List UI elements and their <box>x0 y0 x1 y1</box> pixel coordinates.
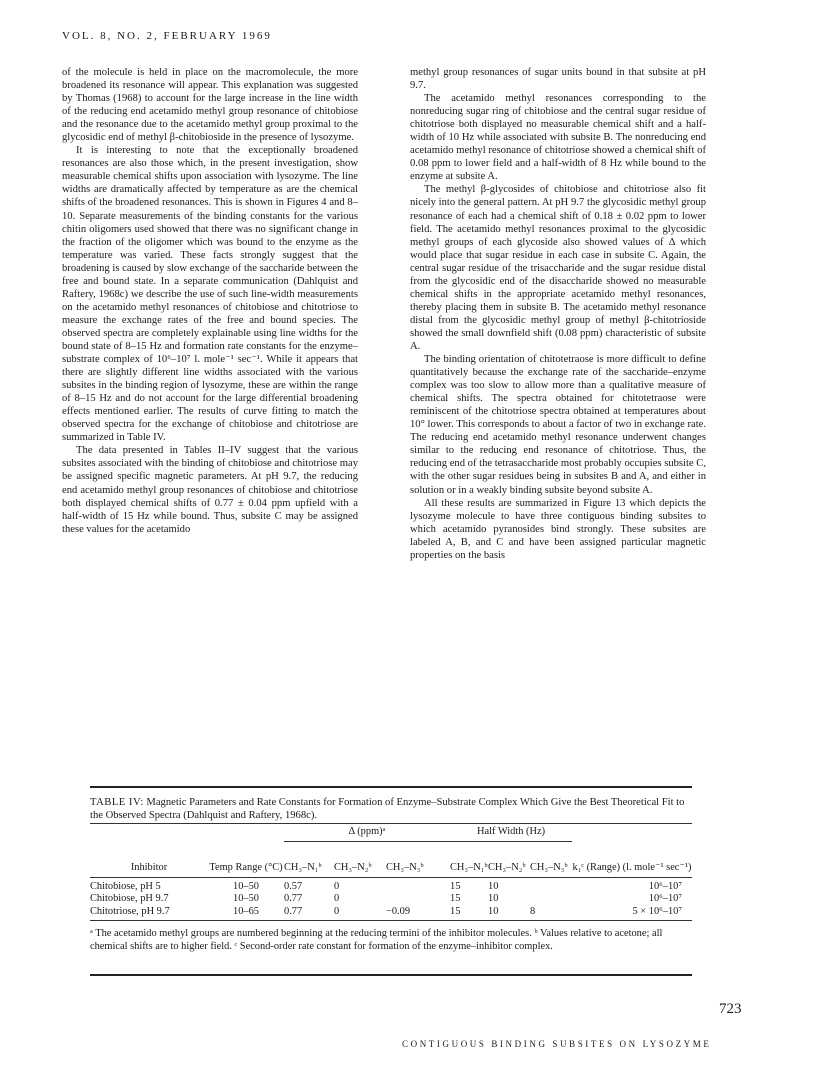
page-number: 723 <box>719 1001 742 1017</box>
table-cell: 8 <box>530 905 536 917</box>
table-cell: 0.77 <box>284 905 303 917</box>
column-header: CH₃–N₁ᵇ <box>450 862 488 873</box>
table-cell: Chitotriose, pH 9.7 <box>90 905 170 917</box>
column-header: CH₃–N₂ᵇ <box>488 862 526 873</box>
paragraph: methyl group resonances of sugar units bound in that subsite at pH 9.7. <box>410 67 706 92</box>
column-header: CH₃–N₃ᵇ <box>386 862 424 873</box>
left-column <box>62 66 358 536</box>
table-cell: 15 <box>450 905 461 917</box>
table-caption <box>90 796 700 822</box>
table-bottom-rule <box>90 974 692 976</box>
column-header: CH₃–N₁ᵇ <box>284 862 322 873</box>
paragraph: of the molecule is held in place on the macromolecule, the more broadened its resonance will appear. This explanation was suggested by Thomas (1968) to account for the large increase in the line width of the reducing end acetamido methyl group resonance of chitobiose and the resonance due to the acetamido methyl group proximal to the glycosidic end of methyl β-chitobioside in the presence of lysozyme. <box>62 67 358 144</box>
group-header-row <box>90 826 692 842</box>
table-cell: 0.77 <box>284 893 303 905</box>
right-column <box>410 66 706 562</box>
table-cell: Chitobiose, pH 5 <box>90 881 161 893</box>
table-cell <box>530 878 572 894</box>
table-header-rule <box>90 823 692 824</box>
table-cell: 5 × 10⁶–10⁷ <box>632 905 682 917</box>
table-cell: 10 <box>488 881 499 893</box>
running-head: VOL. 8, NO. 2, FEBRUARY 1969 <box>62 30 272 42</box>
table-cell: 15 <box>450 893 461 905</box>
column-header: Temp Range (°C) <box>209 862 283 873</box>
table-cell: 15 <box>450 881 461 893</box>
column-header: k₁ᶜ (Range) (l. mole⁻¹ sec⁻¹) <box>572 862 692 873</box>
table-cell: 10–50 <box>233 881 259 893</box>
table-cell: 10–50 <box>233 893 259 905</box>
table-row <box>90 906 692 921</box>
table-cell: 10⁶–10⁷ <box>648 893 682 905</box>
table-cell: −0.09 <box>386 905 411 917</box>
table-cell: Chitobiose, pH 9.7 <box>90 893 169 905</box>
table-cell: 0 <box>334 893 340 905</box>
table-cell <box>530 893 572 905</box>
table-cell: 10⁶–10⁷ <box>648 881 682 893</box>
paragraph: The binding orientation of chitotetraose is more difficult to define quantitatively because the exchange rate of the saccharide–enzyme complex was too slow to allow more than a qualitative measure of chemical shifts. The spectra obtained for chitotetraose were reminiscent of the chitotriose spectra obtained at temperatures about 10° lower. This corresponds to about a factor of two in exchange rate. The reducing end acetamido methyl resonance underwent changes similar to the reducing end resonance of chitotriose. Thus, the reducing end of the tetrasaccharide most probably occupies subsite C, with the other sugar residues being in subsites B and A, and either in solution or in a weakly binding subsite beyond subsite A. <box>410 354 706 496</box>
table-row <box>90 893 692 905</box>
table-cell: 0.57 <box>284 881 303 893</box>
table-label: TABLE IV: <box>90 797 144 808</box>
table-cell: 0 <box>334 881 340 893</box>
table-cell: 0 <box>334 905 340 917</box>
table-footnotes: ᵃ The acetamido methyl groups are numbered beginning at the reducing termini of the inhibitor molecules. ᵇ Values relative to acetone; all chemical shifts are to higher field. ᶜ Second-order rate constant for formation of the enzyme–inhibitor complex. <box>90 928 663 952</box>
paragraph: The data presented in Tables II–IV suggest that the various subsites associated with the binding of chitobiose and chitotriose may be assigned specific magnetic parameters. At pH 9.7, the reducing end acetamido methyl group resonances of chitobiose and chitotriose both displayed chemical shifts of 0.77 ± 0.04 ppm upfield with a half-width of 15 Hz while bound. Thus, subsite C may be assigned these values for the acetamido <box>62 445 358 535</box>
paragraph: All these results are summarized in Figure 13 which depicts the lysozyme molecule to have three contiguous binding subsites to which acetamido pyranosides bind strongly. These subsites are labeled A, B, and C and have been assigned particular magnetic properties on the basis <box>410 497 706 561</box>
table-cell: 10–65 <box>233 905 259 917</box>
paragraph: It is interesting to note that the exceptionally broadened resonances are also those which, in the present investigation, show measurable chemical shifts upon association with lysozyme. The line widths are dramatically affected by temperature as are the chemical shifts of the broadened resonances. This is shown in Figures 4 and 8–10. Separate measurements of the binding constants for the various chitin oligomers used showed that there was no significant change in the fraction of the oligomer which was bound to the enzyme as the temperature was varied. These facts strongly suggest that the broadening is caused by slow exchange of the saccharide between the free and bound state. In a separate communication (Dahlquist and Raftery, 1968c) we describe the use of such line-width measurements on the acetamido methyl resonances of chitobiose and chitotriose to measure the exchange rates of the free and bound species. The observed spectra are completely explainable using line widths for the bound state of 8–15 Hz and formation rate constants for the enzyme–substrate complex of 10⁶–10⁷ l. mole⁻¹ sec⁻¹. While it appears that there are slightly different line widths associated with the various subsites in the binding region of lysozyme, these are within the range of 8–15 Hz and do not account for the large differential broadening effects mentioned earlier. The results of curve fitting to match the observed spectra for the exchange of chitobiose and chitotriose are summarized in Table IV. <box>62 145 358 444</box>
table-cell <box>386 893 450 905</box>
column-header-row <box>90 842 692 878</box>
table-cell: 10 <box>488 893 499 905</box>
table-row <box>90 878 692 894</box>
running-foot: CONTIGUOUS BINDING SUBSITES ON LYSOZYME <box>402 1039 712 1049</box>
table-cell: 10 <box>488 905 499 917</box>
delta-group-header: Δ (ppm)ᵃ <box>284 826 450 842</box>
table-top-rule <box>90 786 692 788</box>
paragraph: The methyl β-glycosides of chitobiose and chitotriose also fit nicely into the general pattern. At pH 9.7 the glycosidic methyl group resonance of each had a chemical shift of 0.18 ± 0.02 ppm to lower field. The acetamido methyl resonances proximal to the glycosidic methyl groups of each glycoside also showed values of Δ which would place that sugar residue in each case in subsite C. Again, the central sugar residue of the trisaccharide and the sugar residue distal from the glycosidic end of the disaccharide showed no measurable chemical shifts in the appropriate acetamido methyl resonances, thereby placing them in subsite B. The acetamido methyl resonance distal from the glycosidic methyl group of methyl β-chitotrioside showed the small downfield shift (0.08 ppm) characteristic of subsite A. <box>410 184 706 352</box>
data-table <box>90 826 692 921</box>
column-header: CH₃–N₃ᵇ <box>530 862 568 873</box>
paragraph: The acetamido methyl resonances corresponding to the nonreducing sugar ring of chitobiose and the central sugar residue of chitotriose both displayed no measurable chemical shift and a half-width of 10 Hz while associated with subsite B. The nonreducing end acetamido methyl resonance of chitotriose showed a chemical shift of 0.08 ppm to lower field and a half-width of 8 Hz while bound to the enzyme at subsite A. <box>410 93 706 183</box>
table-caption-text: Magnetic Parameters and Rate Constants for Formation of Enzyme–Substrate Complex Which Give the Best Theoretical Fit to the Observed Spectra (Dahlquist and Raftery, 1968c). <box>90 797 685 821</box>
half-width-group-header: Half Width (Hz) <box>450 826 572 842</box>
column-header: Inhibitor <box>130 862 168 873</box>
table-cell <box>386 878 450 894</box>
column-header: CH₃–N₂ᵇ <box>334 862 372 873</box>
